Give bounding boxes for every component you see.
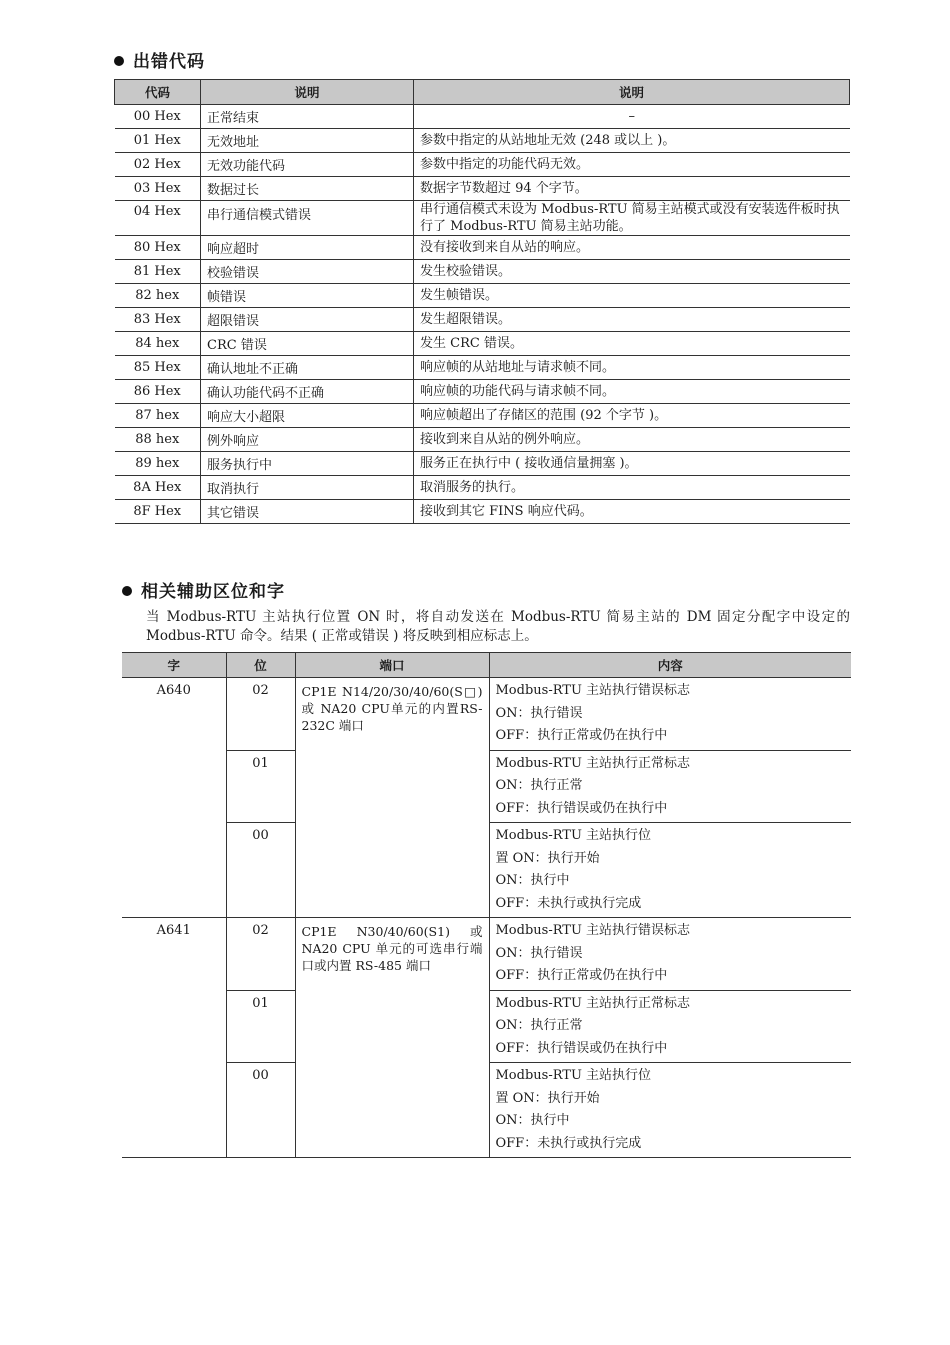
table-row	[115, 236, 850, 260]
error-code-cell: 8A Hex	[115, 476, 201, 500]
content-line: Modbus-RTU 主站执行位	[495, 828, 652, 843]
content-cell	[489, 1063, 851, 1158]
error-meaning-cell: 串行通信模式错误	[201, 201, 414, 236]
table-row	[115, 201, 850, 236]
error-meaning-cell: CRC 错误	[201, 332, 414, 356]
column-header: 代码	[115, 80, 201, 105]
table-row	[115, 452, 850, 476]
error-meaning-cell: 超限错误	[201, 308, 414, 332]
bit-cell: 00	[226, 1063, 295, 1158]
error-description-cell: 发生超限错误。	[414, 308, 850, 332]
error-code-cell: 01 Hex	[115, 129, 201, 153]
error-meaning-cell: 响应大小超限	[201, 404, 414, 428]
error-code-cell: 04 Hex	[115, 201, 201, 236]
section-heading-aux-area	[122, 577, 285, 602]
content-line: 置 ON：执行开始	[495, 1090, 600, 1106]
error-meaning-cell: 响应超时	[201, 236, 414, 260]
content-line: Modbus-RTU 主站执行正常标志	[495, 755, 691, 771]
column-header: 端口	[295, 653, 489, 678]
error-description-cell: 发生帧错误。	[414, 284, 850, 308]
error-code-cell: 00 Hex	[115, 105, 201, 129]
error-description-cell: 没有接收到来自从站的响应。	[414, 236, 850, 260]
section-title: 出错代码	[133, 52, 205, 72]
bit-cell: 02	[226, 678, 295, 751]
error-description-cell: 接收到来自从站的例外响应。	[414, 428, 850, 452]
error-code-cell: 81 Hex	[115, 260, 201, 284]
content-line: Modbus-RTU 主站执行错误标志	[495, 923, 691, 938]
port-cell: CP1E N30/40/60(S1) 或 NA20 CPU 单元的可选串行端口或内置 RS-485 端口	[295, 918, 489, 1158]
table-row	[115, 308, 850, 332]
error-description-cell: 响应帧的从站地址与请求帧不同。	[414, 356, 850, 380]
error-meaning-cell: 确认功能代码不正确	[201, 380, 414, 404]
column-header: 说明	[201, 80, 414, 105]
intro-paragraph: 当 Modbus-RTU 主站执行位置 ON 时，将自动发送在 Modbus-RTU 简易主站的 DM 固定分配字中设定的 Modbus-RTU 命令。结果 ( 正常或错误 ) 将反映到相应标志上。	[146, 609, 850, 644]
bullet-icon	[122, 586, 132, 596]
error-description-cell: 发生校验错误。	[414, 260, 850, 284]
error-meaning-cell: 例外响应	[201, 428, 414, 452]
error-description-cell: 取消服务的执行。	[414, 476, 850, 500]
error-meaning-cell: 取消执行	[201, 476, 414, 500]
column-header: 位	[226, 653, 295, 678]
content-line: OFF：执行错误或仍在执行中	[495, 800, 668, 816]
error-description-cell: 串行通信模式未设为 Modbus-RTU 简易主站模式或没有安装选件板时执行了 Modbus-RTU 简易主站功能。	[414, 201, 850, 236]
table-row	[115, 129, 850, 153]
content-line: OFF：执行正常或仍在执行中	[495, 968, 668, 983]
error-meaning-cell: 数据过长	[201, 177, 414, 201]
content-line: ON：执行正常	[495, 1018, 583, 1033]
error-code-cell: 86 Hex	[115, 380, 201, 404]
error-description-cell: 接收到其它 FINS 响应代码。	[414, 500, 850, 524]
error-code-cell: 88 hex	[115, 428, 201, 452]
column-header: 字	[122, 653, 226, 678]
aux-area-table	[122, 652, 851, 1158]
bit-cell: 01	[226, 990, 295, 1063]
error-meaning-cell: 正常结束	[201, 105, 414, 129]
error-code-cell: 89 hex	[115, 452, 201, 476]
content-cell	[489, 990, 851, 1063]
table-row	[115, 153, 850, 177]
content-line: Modbus-RTU 主站执行错误标志	[495, 683, 691, 698]
error-code-cell: 80 Hex	[115, 236, 201, 260]
content-line: OFF：执行正常或仍在执行中	[495, 728, 668, 743]
error-description-cell: 参数中指定的从站地址无效 (248 或以上 )。	[414, 129, 850, 153]
table-row	[115, 177, 850, 201]
error-description-cell: 响应帧的功能代码与请求帧不同。	[414, 380, 850, 404]
bit-cell: 01	[226, 750, 295, 823]
content-cell	[489, 678, 851, 751]
table-row	[115, 476, 850, 500]
content-line: OFF：未执行或执行完成	[495, 1135, 642, 1151]
table-header-row	[115, 80, 850, 105]
table-row	[115, 404, 850, 428]
table-row	[115, 356, 850, 380]
error-code-cell: 85 Hex	[115, 356, 201, 380]
error-meaning-cell: 服务执行中	[201, 452, 414, 476]
error-code-cell: 82 hex	[115, 284, 201, 308]
error-meaning-cell: 帧错误	[201, 284, 414, 308]
error-description-cell: 服务正在执行中 ( 接收通信量拥塞 )。	[414, 452, 850, 476]
column-header: 说明	[414, 80, 850, 105]
bit-cell: 00	[226, 823, 295, 918]
error-code-cell: 02 Hex	[115, 153, 201, 177]
error-code-cell: 84 hex	[115, 332, 201, 356]
table-row	[115, 428, 850, 452]
error-meaning-cell: 其它错误	[201, 500, 414, 524]
error-meaning-cell: 校验错误	[201, 260, 414, 284]
error-meaning-cell: 无效功能代码	[201, 153, 414, 177]
error-code-cell: 87 hex	[115, 404, 201, 428]
error-code-table	[114, 79, 850, 524]
error-meaning-cell: 确认地址不正确	[201, 356, 414, 380]
content-line: 置 ON：执行开始	[495, 850, 600, 866]
content-line: ON：执行中	[495, 1113, 570, 1128]
table-row	[115, 380, 850, 404]
table-row	[122, 918, 851, 991]
word-cell: A641	[122, 918, 226, 1158]
bullet-icon	[114, 56, 124, 66]
section-title: 相关辅助区位和字	[141, 582, 285, 602]
content-cell	[489, 823, 851, 918]
error-description-cell: 数据字节数超过 94 个字节。	[414, 177, 850, 201]
content-line: OFF：未执行或执行完成	[495, 895, 642, 911]
table-row	[115, 284, 850, 308]
error-meaning-cell: 无效地址	[201, 129, 414, 153]
error-code-cell: 03 Hex	[115, 177, 201, 201]
word-cell: A640	[122, 678, 226, 918]
error-description-cell: 响应帧超出了存储区的范围 (92 个字节 )。	[414, 404, 850, 428]
content-cell	[489, 750, 851, 823]
table-header-row	[122, 653, 851, 678]
content-line: Modbus-RTU 主站执行位	[495, 1068, 652, 1083]
content-line: ON：执行错误	[495, 945, 583, 961]
table-row	[115, 260, 850, 284]
content-line: Modbus-RTU 主站执行正常标志	[495, 995, 691, 1011]
content-line: ON：执行中	[495, 873, 570, 888]
content-line: ON：执行正常	[495, 778, 583, 793]
error-code-cell: 83 Hex	[115, 308, 201, 332]
error-description-cell: –	[414, 105, 850, 129]
bit-cell: 02	[226, 918, 295, 991]
column-header: 内容	[489, 653, 851, 678]
section-heading-error-codes	[114, 47, 205, 72]
table-row	[115, 500, 850, 524]
content-line: ON：执行错误	[495, 705, 583, 721]
table-row	[115, 105, 850, 129]
port-cell: CP1E N14/20/30/40/60(S□)或 NA20 CPU单元的内置RS-232C 端口	[295, 678, 489, 918]
table-row	[115, 332, 850, 356]
error-description-cell: 参数中指定的功能代码无效。	[414, 153, 850, 177]
content-line: OFF：执行错误或仍在执行中	[495, 1040, 668, 1056]
content-cell	[489, 918, 851, 991]
table-row	[122, 678, 851, 751]
error-description-cell: 发生 CRC 错误。	[414, 332, 850, 356]
error-code-cell: 8F Hex	[115, 500, 201, 524]
